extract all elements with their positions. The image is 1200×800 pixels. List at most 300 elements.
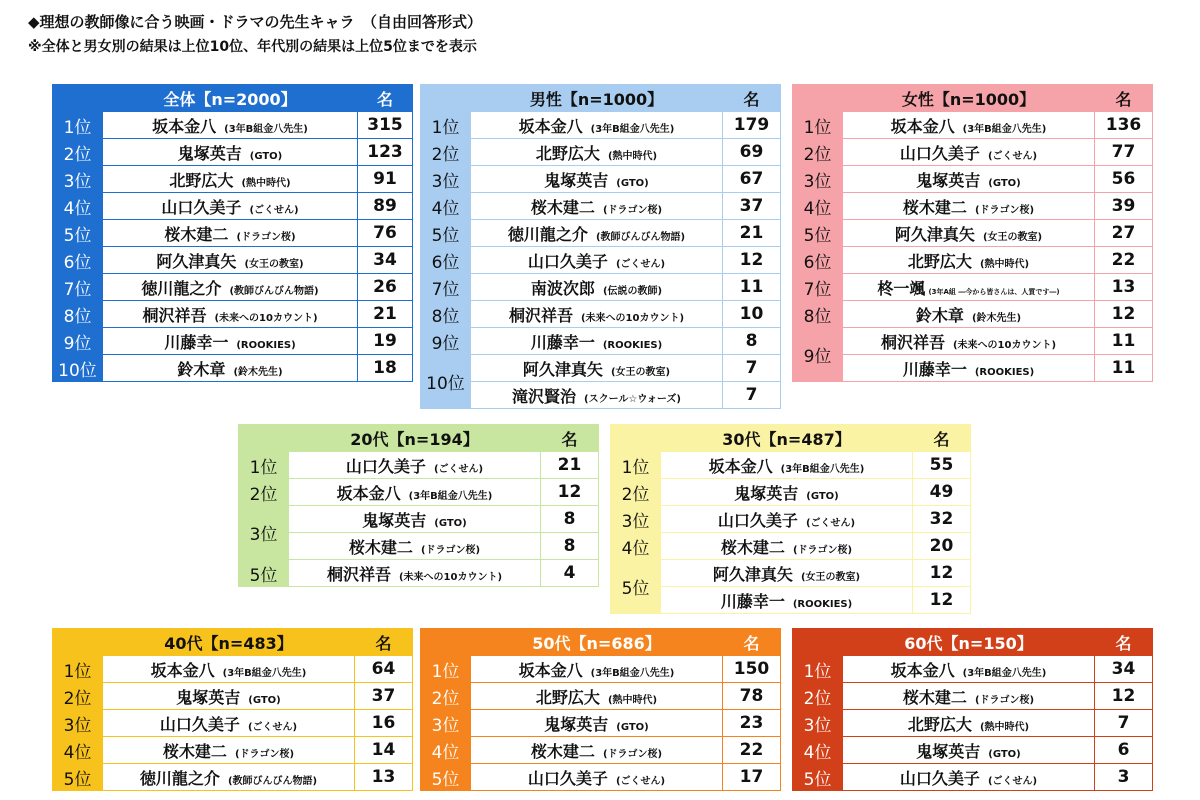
drama-title: (ごくせん) bbox=[433, 463, 484, 475]
character-name: 川藤幸一 bbox=[902, 359, 967, 379]
character-cell bbox=[843, 166, 1095, 193]
count-value: 32 bbox=[913, 506, 971, 533]
drama-title: (熱中時代) bbox=[979, 721, 1030, 733]
table-header-row bbox=[421, 85, 781, 112]
count-value: 3 bbox=[1095, 764, 1153, 791]
table-row bbox=[793, 274, 1153, 301]
drama-title: (未来への10カウント) bbox=[952, 339, 1057, 351]
count-value: 49 bbox=[913, 479, 971, 506]
table-row bbox=[421, 710, 781, 737]
table-row bbox=[793, 220, 1153, 247]
drama-title: (熱中時代) bbox=[607, 694, 658, 706]
table-row bbox=[53, 737, 413, 764]
character-cell bbox=[661, 452, 913, 479]
drama-title: (GTO) bbox=[249, 150, 283, 162]
table-row bbox=[793, 328, 1153, 355]
count-header: 名 bbox=[541, 425, 599, 452]
table-header-row bbox=[53, 629, 413, 656]
rank-label: 2位 bbox=[421, 139, 471, 166]
character-name: 桜木建二 bbox=[902, 197, 967, 217]
count-value: 10 bbox=[723, 301, 781, 328]
table-title: 60代【n=150】 bbox=[843, 629, 1095, 656]
character-name: 川藤幸一 bbox=[530, 332, 595, 352]
count-value: 39 bbox=[1095, 193, 1153, 220]
rank-label: 6位 bbox=[421, 247, 471, 274]
character-cell bbox=[661, 506, 913, 533]
drama-title: (3年B組金八先生) bbox=[962, 123, 1047, 135]
drama-title: (3年B組金八先生) bbox=[780, 463, 865, 475]
character-name: 山口久美子 bbox=[159, 714, 240, 734]
count-value: 20 bbox=[913, 533, 971, 560]
rank-label: 5位 bbox=[421, 764, 471, 791]
character-cell bbox=[471, 683, 723, 710]
character-name: 徳川龍之介 bbox=[139, 768, 220, 788]
table-row bbox=[793, 355, 1153, 382]
character-cell bbox=[471, 247, 723, 274]
table-row bbox=[611, 452, 971, 479]
rank-label: 4位 bbox=[793, 193, 843, 220]
ranking-table-overall bbox=[52, 84, 413, 382]
character-name: 鬼塚英吉 bbox=[176, 687, 241, 707]
table-row bbox=[421, 112, 781, 139]
character-name: 北野広大 bbox=[907, 714, 972, 734]
rank-label: 2位 bbox=[793, 139, 843, 166]
character-cell bbox=[843, 112, 1095, 139]
character-cell bbox=[843, 737, 1095, 764]
character-cell bbox=[661, 533, 913, 560]
rank-label: 9位 bbox=[793, 328, 843, 382]
character-name: 柊一颯 bbox=[877, 278, 926, 298]
drama-title: (未来への10カウント) bbox=[580, 312, 685, 324]
count-header: 名 bbox=[1095, 85, 1153, 112]
ranking-table-age40s bbox=[52, 628, 413, 791]
table-row bbox=[793, 737, 1153, 764]
count-header: 名 bbox=[723, 85, 781, 112]
character-name: 徳川龍之介 bbox=[141, 278, 222, 298]
table-header-row bbox=[53, 85, 413, 112]
character-name: 桐沢祥吾 bbox=[326, 564, 391, 584]
drama-title: (3年B組金八先生) bbox=[224, 123, 308, 135]
header-rank-cell bbox=[611, 425, 661, 452]
character-name: 山口久美子 bbox=[899, 768, 980, 788]
table-row bbox=[421, 683, 781, 710]
table-row bbox=[53, 193, 413, 220]
character-cell bbox=[471, 764, 723, 791]
character-name: 鬼塚英吉 bbox=[362, 510, 427, 530]
character-name: 阿久津真矢 bbox=[712, 564, 793, 584]
drama-title: (ごくせん) bbox=[615, 775, 666, 787]
character-name: 桜木建二 bbox=[164, 224, 229, 244]
count-value: 22 bbox=[723, 737, 781, 764]
count-value: 12 bbox=[723, 247, 781, 274]
count-header: 名 bbox=[1095, 629, 1153, 656]
drama-title: (ごくせん) bbox=[805, 517, 856, 529]
count-value: 55 bbox=[913, 452, 971, 479]
character-cell bbox=[103, 301, 358, 328]
rank-label: 7位 bbox=[793, 274, 843, 301]
count-value: 77 bbox=[1095, 139, 1153, 166]
count-value: 12 bbox=[541, 479, 599, 506]
count-value: 150 bbox=[723, 656, 781, 683]
drama-title: (ROOKIES) bbox=[974, 366, 1035, 378]
drama-title: (ドラゴン桜) bbox=[236, 231, 296, 243]
rank-label: 10位 bbox=[421, 355, 471, 409]
count-value: 37 bbox=[355, 683, 413, 710]
table-row bbox=[239, 479, 599, 506]
rank-label: 1位 bbox=[793, 656, 843, 683]
rank-label: 5位 bbox=[53, 764, 103, 791]
table-row bbox=[421, 301, 781, 328]
character-name: 鬼塚英吉 bbox=[544, 714, 609, 734]
rank-label: 3位 bbox=[239, 506, 289, 560]
character-name: 鬼塚英吉 bbox=[544, 170, 609, 190]
count-value: 64 bbox=[355, 656, 413, 683]
drama-title: (熱中時代) bbox=[241, 177, 291, 189]
rank-label: 5位 bbox=[611, 560, 661, 614]
table-title: 男性【n=1000】 bbox=[471, 85, 723, 112]
table-row bbox=[53, 683, 413, 710]
count-value: 16 bbox=[355, 710, 413, 737]
drama-title: (鈴木先生) bbox=[233, 366, 283, 378]
character-name: 桐沢祥吾 bbox=[142, 305, 207, 325]
character-cell bbox=[843, 328, 1095, 355]
character-name: 鈴木章 bbox=[915, 305, 964, 325]
count-value: 76 bbox=[358, 220, 413, 247]
rank-label: 1位 bbox=[611, 452, 661, 479]
table-header-row bbox=[421, 629, 781, 656]
table-row bbox=[421, 764, 781, 791]
drama-title: (3年B組金八先生) bbox=[590, 667, 675, 679]
rank-label: 10位 bbox=[53, 355, 103, 382]
table-row bbox=[421, 274, 781, 301]
character-cell bbox=[289, 452, 541, 479]
table-row bbox=[53, 656, 413, 683]
table-title: 女性【n=1000】 bbox=[843, 85, 1095, 112]
table-title: 全体【n=2000】 bbox=[103, 85, 358, 112]
rank-label: 5位 bbox=[421, 220, 471, 247]
drama-title: (女王の教室) bbox=[982, 231, 1043, 243]
table-row bbox=[421, 166, 781, 193]
table-row bbox=[421, 247, 781, 274]
character-name: 南波次郎 bbox=[530, 278, 595, 298]
table-row bbox=[611, 533, 971, 560]
table-row bbox=[53, 166, 413, 193]
character-cell bbox=[471, 656, 723, 683]
character-cell bbox=[103, 247, 358, 274]
drama-title: (3年B組金八先生) bbox=[590, 123, 675, 135]
rank-label: 3位 bbox=[793, 166, 843, 193]
character-cell bbox=[471, 166, 723, 193]
character-cell bbox=[471, 382, 723, 409]
table-row bbox=[53, 247, 413, 274]
character-cell bbox=[103, 193, 358, 220]
header-rank-cell bbox=[421, 85, 471, 112]
table-row bbox=[793, 656, 1153, 683]
character-cell bbox=[103, 764, 355, 791]
count-value: 7 bbox=[1095, 710, 1153, 737]
table-row bbox=[793, 301, 1153, 328]
count-value: 8 bbox=[541, 506, 599, 533]
count-value: 21 bbox=[358, 301, 413, 328]
header-rank-cell bbox=[53, 85, 103, 112]
drama-title: (ドラゴン桜) bbox=[420, 544, 481, 556]
character-cell bbox=[103, 274, 358, 301]
rank-label: 1位 bbox=[421, 112, 471, 139]
character-cell bbox=[471, 710, 723, 737]
character-cell bbox=[843, 193, 1095, 220]
rank-label: 3位 bbox=[421, 710, 471, 737]
character-name: 坂本金八 bbox=[890, 660, 955, 680]
table-row bbox=[53, 355, 413, 382]
drama-title: (GTO) bbox=[434, 517, 467, 529]
rank-label: 2位 bbox=[421, 683, 471, 710]
count-value: 27 bbox=[1095, 220, 1153, 247]
drama-title: (ドラゴン桜) bbox=[974, 204, 1035, 216]
table-row bbox=[793, 710, 1153, 737]
rank-label: 1位 bbox=[239, 452, 289, 479]
page-header bbox=[28, 10, 482, 58]
count-value: 14 bbox=[355, 737, 413, 764]
character-name: 桜木建二 bbox=[348, 537, 413, 557]
count-value: 4 bbox=[541, 560, 599, 587]
rank-label: 5位 bbox=[793, 220, 843, 247]
rank-label: 9位 bbox=[421, 328, 471, 355]
count-value: 12 bbox=[1095, 301, 1153, 328]
character-cell bbox=[289, 560, 541, 587]
drama-title: (GTO) bbox=[616, 177, 649, 189]
table-row bbox=[421, 656, 781, 683]
count-value: 91 bbox=[358, 166, 413, 193]
character-name: 坂本金八 bbox=[890, 116, 955, 136]
count-value: 12 bbox=[1095, 683, 1153, 710]
count-value: 123 bbox=[358, 139, 413, 166]
table-title: 20代【n=194】 bbox=[289, 425, 541, 452]
character-cell bbox=[471, 737, 723, 764]
count-value: 89 bbox=[358, 193, 413, 220]
drama-title: (未来への10カウント) bbox=[398, 571, 503, 583]
count-value: 21 bbox=[723, 220, 781, 247]
table-row bbox=[421, 139, 781, 166]
ranking-table-age50s bbox=[420, 628, 781, 791]
table-row bbox=[421, 737, 781, 764]
drama-title: (3年B組金八先生) bbox=[222, 667, 307, 679]
character-name: 山口久美子 bbox=[527, 251, 608, 271]
rank-label: 9位 bbox=[53, 328, 103, 355]
table-row bbox=[53, 328, 413, 355]
drama-title: (未来への10カウント) bbox=[214, 312, 318, 324]
rank-label: 3位 bbox=[53, 710, 103, 737]
character-name: 鬼塚英吉 bbox=[177, 143, 242, 163]
drama-title: (GTO) bbox=[988, 748, 1021, 760]
character-name: 桜木建二 bbox=[902, 687, 967, 707]
table-row bbox=[53, 764, 413, 791]
table-row bbox=[611, 587, 971, 614]
character-cell bbox=[843, 220, 1095, 247]
character-cell bbox=[661, 560, 913, 587]
ranking-table-female bbox=[792, 84, 1153, 382]
count-value: 7 bbox=[723, 382, 781, 409]
character-name: 坂本金八 bbox=[518, 116, 583, 136]
rank-label: 7位 bbox=[53, 274, 103, 301]
drama-title: (ごくせん) bbox=[987, 150, 1038, 162]
character-cell bbox=[843, 764, 1095, 791]
table-row bbox=[421, 382, 781, 409]
character-name: 鬼塚英吉 bbox=[916, 741, 981, 761]
count-value: 13 bbox=[1095, 274, 1153, 301]
rank-label: 4位 bbox=[421, 193, 471, 220]
ranking-table-male bbox=[420, 84, 781, 409]
character-name: 坂本金八 bbox=[152, 116, 217, 136]
character-cell bbox=[289, 506, 541, 533]
drama-title: (GTO) bbox=[248, 694, 281, 706]
table-row bbox=[239, 560, 599, 587]
character-name: 桜木建二 bbox=[720, 537, 785, 557]
rank-label: 5位 bbox=[239, 560, 289, 587]
drama-title: (ROOKIES) bbox=[792, 598, 853, 610]
count-value: 56 bbox=[1095, 166, 1153, 193]
rank-label: 2位 bbox=[239, 479, 289, 506]
rank-label: 1位 bbox=[53, 656, 103, 683]
table-row bbox=[421, 355, 781, 382]
drama-title: (ごくせん) bbox=[615, 258, 666, 270]
page-title: ◆理想の教師像に合う映画・ドラマの先生キャラ （自由回答形式） bbox=[28, 13, 483, 31]
character-cell bbox=[661, 479, 913, 506]
character-name: 北野広大 bbox=[535, 687, 600, 707]
character-name: 坂本金八 bbox=[150, 660, 215, 680]
count-value: 26 bbox=[358, 274, 413, 301]
rank-label: 6位 bbox=[793, 247, 843, 274]
character-name: 北野広大 bbox=[907, 251, 972, 271]
table-row bbox=[53, 139, 413, 166]
count-value: 179 bbox=[723, 112, 781, 139]
drama-title: (ROOKIES) bbox=[602, 339, 663, 351]
drama-title: (女王の教室) bbox=[244, 258, 304, 270]
table-title: 30代【n=487】 bbox=[661, 425, 913, 452]
character-cell bbox=[661, 587, 913, 614]
table-row bbox=[421, 193, 781, 220]
drama-title: (3年B組金八先生) bbox=[962, 667, 1047, 679]
table-title: 40代【n=483】 bbox=[103, 629, 355, 656]
character-name: 北野広大 bbox=[535, 143, 600, 163]
rank-label: 4位 bbox=[421, 737, 471, 764]
table-row bbox=[53, 112, 413, 139]
character-name: 川藤幸一 bbox=[720, 591, 785, 611]
drama-title: (熱中時代) bbox=[607, 150, 658, 162]
character-cell bbox=[289, 479, 541, 506]
rank-label: 2位 bbox=[53, 683, 103, 710]
character-cell bbox=[103, 683, 355, 710]
character-name: 桜木建二 bbox=[530, 197, 595, 217]
rank-label: 3位 bbox=[611, 506, 661, 533]
character-cell bbox=[103, 166, 358, 193]
character-cell bbox=[843, 656, 1095, 683]
character-cell bbox=[471, 328, 723, 355]
character-cell bbox=[843, 355, 1095, 382]
table-row bbox=[793, 139, 1153, 166]
character-cell bbox=[103, 737, 355, 764]
rank-label: 1位 bbox=[53, 112, 103, 139]
character-name: 阿久津真矢 bbox=[894, 224, 975, 244]
rank-label: 5位 bbox=[793, 764, 843, 791]
count-value: 22 bbox=[1095, 247, 1153, 274]
character-name: 山口久美子 bbox=[717, 510, 798, 530]
rank-label: 6位 bbox=[53, 247, 103, 274]
count-value: 13 bbox=[355, 764, 413, 791]
count-value: 34 bbox=[358, 247, 413, 274]
character-cell bbox=[843, 247, 1095, 274]
rank-label: 8位 bbox=[421, 301, 471, 328]
character-cell bbox=[471, 274, 723, 301]
table-row bbox=[239, 452, 599, 479]
count-value: 78 bbox=[723, 683, 781, 710]
rank-label: 4位 bbox=[793, 737, 843, 764]
drama-title: (GTO) bbox=[806, 490, 839, 502]
table-row bbox=[53, 274, 413, 301]
drama-title: (ドラゴン桜) bbox=[792, 544, 853, 556]
drama-title: (教師びんびん物語) bbox=[227, 775, 318, 787]
count-value: 34 bbox=[1095, 656, 1153, 683]
drama-title: (3年B組金八先生) bbox=[408, 490, 493, 502]
character-name: 山口久美子 bbox=[161, 197, 242, 217]
table-row bbox=[421, 328, 781, 355]
drama-title: (教師びんびん物語) bbox=[229, 285, 319, 297]
character-name: 阿久津真矢 bbox=[156, 251, 237, 271]
drama-title: (伝説の教師) bbox=[602, 285, 663, 297]
count-value: 11 bbox=[1095, 328, 1153, 355]
count-value: 18 bbox=[358, 355, 413, 382]
character-cell bbox=[471, 112, 723, 139]
count-value: 8 bbox=[541, 533, 599, 560]
count-value: 19 bbox=[358, 328, 413, 355]
page-note: ※全体と男女別の結果は上位10位、年代別の結果は上位5位までを表示 bbox=[28, 39, 477, 55]
character-cell bbox=[103, 355, 358, 382]
count-value: 315 bbox=[358, 112, 413, 139]
character-cell bbox=[103, 220, 358, 247]
table-row bbox=[793, 193, 1153, 220]
character-cell bbox=[103, 656, 355, 683]
character-cell bbox=[471, 301, 723, 328]
count-header: 名 bbox=[355, 629, 413, 656]
rank-label: 4位 bbox=[53, 737, 103, 764]
character-name: 坂本金八 bbox=[336, 483, 401, 503]
character-cell bbox=[843, 301, 1095, 328]
count-header: 名 bbox=[913, 425, 971, 452]
table-title: 50代【n=686】 bbox=[471, 629, 723, 656]
character-name: 鬼塚英吉 bbox=[916, 170, 981, 190]
count-value: 21 bbox=[541, 452, 599, 479]
drama-title: (ROOKIES) bbox=[236, 339, 296, 351]
drama-title: (ごくせん) bbox=[987, 775, 1038, 787]
count-value: 136 bbox=[1095, 112, 1153, 139]
character-name: 鈴木章 bbox=[177, 359, 226, 379]
character-name: 桜木建二 bbox=[162, 741, 227, 761]
table-row bbox=[53, 710, 413, 737]
rank-label: 1位 bbox=[793, 112, 843, 139]
rank-label: 3位 bbox=[793, 710, 843, 737]
character-name: 坂本金八 bbox=[518, 660, 583, 680]
count-value: 67 bbox=[723, 166, 781, 193]
drama-title: (熱中時代) bbox=[979, 258, 1030, 270]
table-header-row bbox=[793, 85, 1153, 112]
rank-label: 4位 bbox=[53, 193, 103, 220]
drama-title: (GTO) bbox=[616, 721, 649, 733]
table-header-row bbox=[611, 425, 971, 452]
character-cell bbox=[843, 274, 1095, 301]
character-name: 川藤幸一 bbox=[164, 332, 229, 352]
character-cell bbox=[289, 533, 541, 560]
character-name: 鬼塚英吉 bbox=[734, 483, 799, 503]
header-rank-cell bbox=[793, 85, 843, 112]
